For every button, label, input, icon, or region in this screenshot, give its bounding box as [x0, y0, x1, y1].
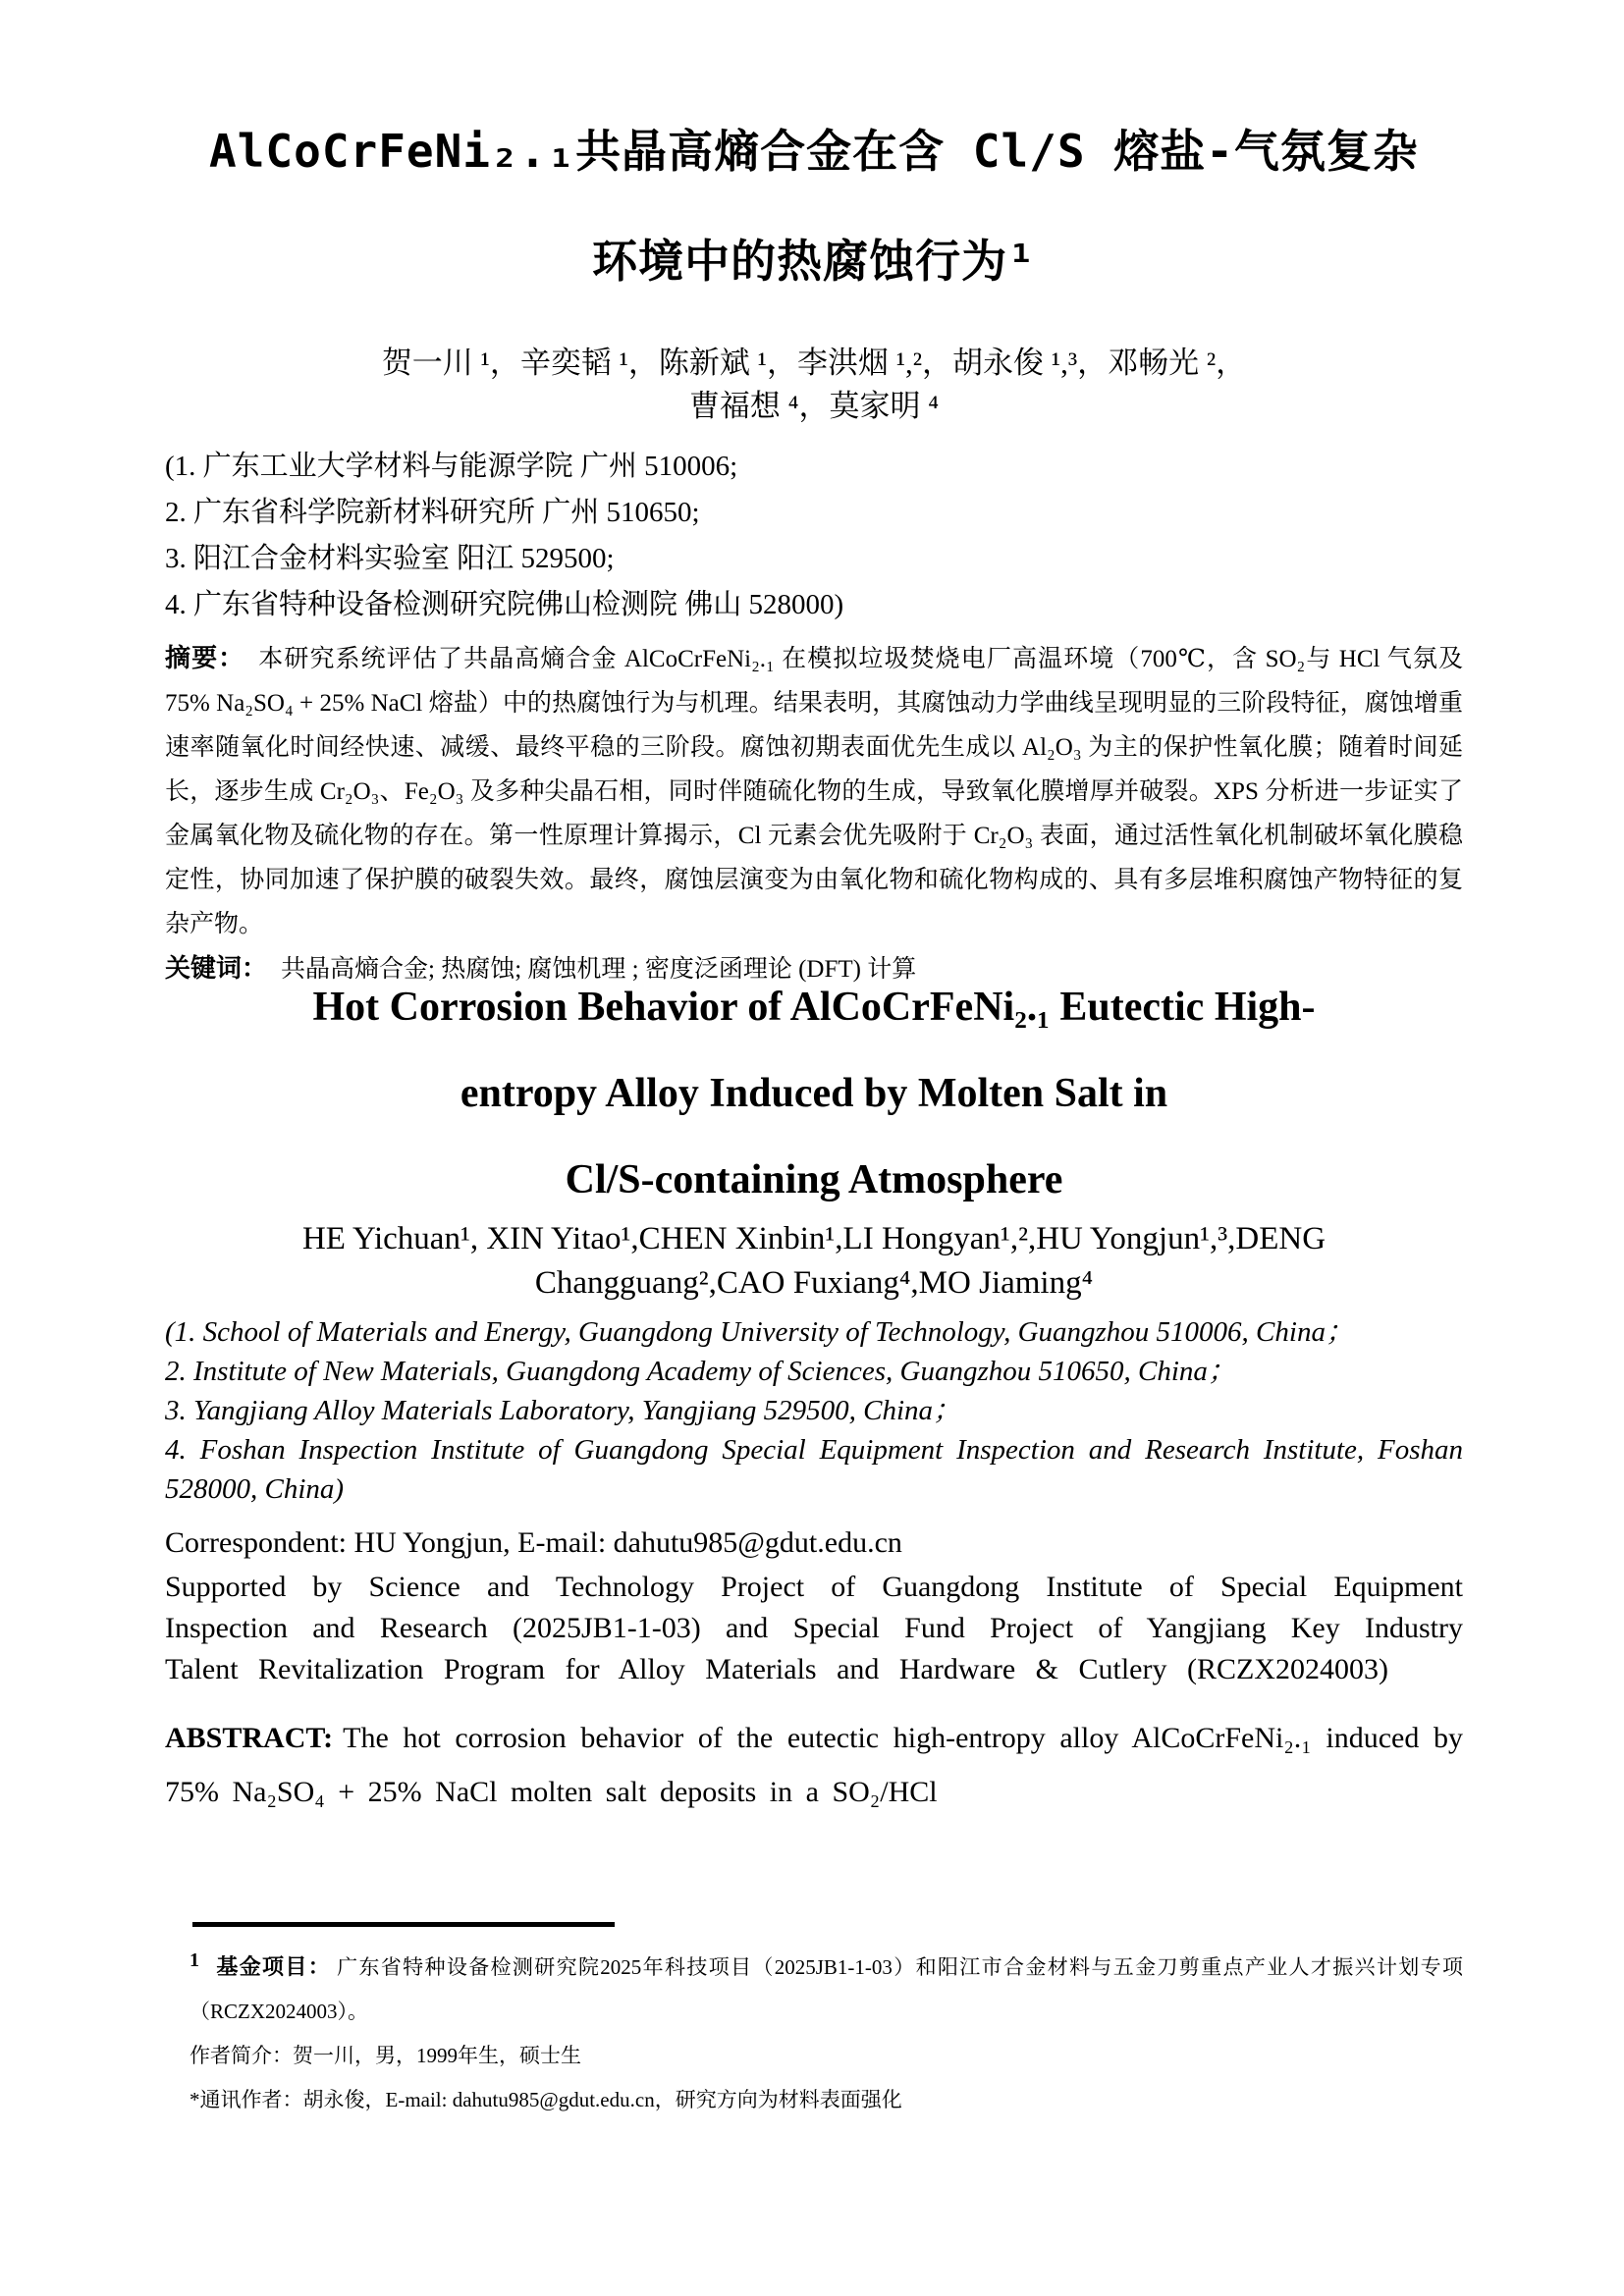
- authors-en-line-2: Changguang²,CAO Fuxiang⁴,MO Jiaming⁴: [534, 1265, 1094, 1301]
- footnote-funding-text: 广东省特种设备检测研究院2025年科技项目（2025JB1-1-03）和阳江市合金材料与五金刀剪重点产业人才振兴计划专项（RCZX2024003）。: [189, 1955, 1463, 2023]
- abstract-label-en: ABSTRACT:: [165, 1722, 334, 1754]
- abstract-en: [165, 1711, 1463, 1819]
- keywords-text-zh: 共晶高熵合金; 热腐蚀; 腐蚀机理 ; 密度泛函理论 (DFT) 计算: [281, 956, 917, 983]
- authors-en: [165, 1217, 1463, 1306]
- affiliation-en-4: 4. Foshan Inspection Institute of Guangdong Special Equipment Inspection and Research Institute, Foshan 528000, China): [165, 1434, 1463, 1505]
- affiliation-zh-4: 4. 广东省特种设备检测研究院佛山检测院 佛山 528000): [165, 589, 844, 620]
- footnote-marker: 1: [189, 1949, 199, 1971]
- footnote-funding: [189, 1939, 1463, 2034]
- affiliation-en-3: 3. Yangjiang Alloy Materials Laboratory, Yangjiang 529500, China；: [165, 1395, 962, 1426]
- affiliation-en-2: 2. Institute of New Materials, Guangdong Academy of Sciences, Guangzhou 510650, China；: [165, 1356, 1236, 1387]
- authors-zh: [165, 342, 1463, 428]
- footnote-corresponding-author: *通讯作者：胡永俊，E-mail: dahutu985@gdut.edu.cn，研究方向为材料表面强化: [189, 2088, 902, 2111]
- authors-zh-line-2: 曹福想 ⁴，莫家明 ⁴: [688, 389, 940, 423]
- paper-title-zh: [165, 0, 1463, 316]
- footnote-funding-label: 基金项目：: [215, 1954, 332, 1979]
- paper-title-en-line-3: Cl/S-containing Atmosphere: [565, 1157, 1063, 1202]
- paper-title-zh-line-1: AlCoCrFeNi₂.₁共晶高熵合金在含 Cl/S 熔盐-气氛复杂: [209, 125, 1419, 178]
- affiliation-en-1: (1. School of Materials and Energy, Guangdong University of Technology, Guangzhou 510006, China；: [165, 1316, 1354, 1348]
- paper-title-en-line-1: Hot Corrosion Behavior of AlCoCrFeNi₂.₁ Eutectic High-: [312, 985, 1316, 1030]
- authors-zh-line-1: 贺一川 ¹，辛奕韬 ¹，陈新斌 ¹，李洪烟 ¹,²，胡永俊 ¹,³，邓畅光 ²，: [381, 346, 1247, 380]
- footnote-separator: [192, 1922, 615, 1927]
- abstract-text-zh: 本研究系统评估了共晶高熵合金 AlCoCrFeNi₂.₁ 在模拟垃圾焚烧电厂高温环境（700℃，含 SO₂与 HCl 气氛及 75% Na₂SO₄ + 25% NaCl 熔盐）中的热腐蚀行为与机理。结果表明，其腐蚀动力学曲线呈现明显的三阶段特征，腐蚀增重速率随氧化时间经快速、减缓、最终平稳的三阶段。腐蚀初期表面优先生成以 Al₂O₃ 为主的保护性氧化膜；随着时间延长，逐步生成 Cr₂O₃、Fe₂O₃ 及多种尖晶石相，同时伴随硫化物的生成，导致氧化膜增厚并破裂。XPS 分析进一步证实了金属氧化物及硫化物的存在。第一性原理计算揭示，Cl 元素会优先吸附于 Cr₂O₃ 表面，通过活性氧化机制破坏氧化膜稳定性，协同加速了保护膜的破裂失效。最终，腐蚀层演变为由氧化物和硫化物构成的、具有多层堆积腐蚀产物特征的复杂产物。: [165, 646, 1463, 937]
- paper-title-zh-line-2: 环境中的热腐蚀行为¹: [592, 235, 1036, 288]
- keywords-label-zh: 关键词：: [165, 953, 268, 983]
- paper-title-en-line-2: entropy Alloy Induced by Molten Salt in: [460, 1071, 1168, 1116]
- affiliations-zh: [165, 444, 1463, 628]
- affiliation-zh-2: 2. 广东省科学院新材料研究所 广州 510650;: [165, 497, 700, 528]
- correspondent-line: Correspondent: HU Yongjun, E-mail: dahutu985@gdut.edu.cn: [165, 1526, 902, 1559]
- footnote-area: [165, 1922, 1463, 2122]
- authors-en-line-1: HE Yichuan¹, XIN Yitao¹,CHEN Xinbin¹,LI Hongyan¹,²,HU Yongjun¹,³,DENG: [301, 1221, 1326, 1256]
- footnotes: [165, 1939, 1463, 2122]
- affiliation-zh-1: (1. 广东工业大学材料与能源学院 广州 510006;: [165, 451, 738, 482]
- abstract-label-zh: 摘要：: [165, 643, 245, 672]
- abstract-zh: [165, 636, 1463, 946]
- abstract-text-en: The hot corrosion behavior of the eutectic high-entropy alloy AlCoCrFeNi₂.₁ induced by 75% Na₂SO₄ + 25% NaCl molten salt deposits in a SO₂/HCl: [165, 1722, 1463, 1808]
- funding-statement-en: Supported by Science and Technology Project of Guangdong Institute of Special Equipment Inspection and Research (2025JB1-1-03) and Special Fund Project of Yangjiang Key Industry Talent Revitalization Program for Alloy Materials and Hardware & Cutlery (RCZX2024003): [165, 1571, 1463, 1685]
- paper-title-en: [165, 964, 1463, 1223]
- footnote-author-bio: 作者简介：贺一川，男，1999年生，硕士生: [189, 2044, 581, 2067]
- affiliation-zh-3: 3. 阳江合金材料实验室 阳江 529500;: [165, 543, 615, 574]
- affiliations-en: [165, 1312, 1463, 1509]
